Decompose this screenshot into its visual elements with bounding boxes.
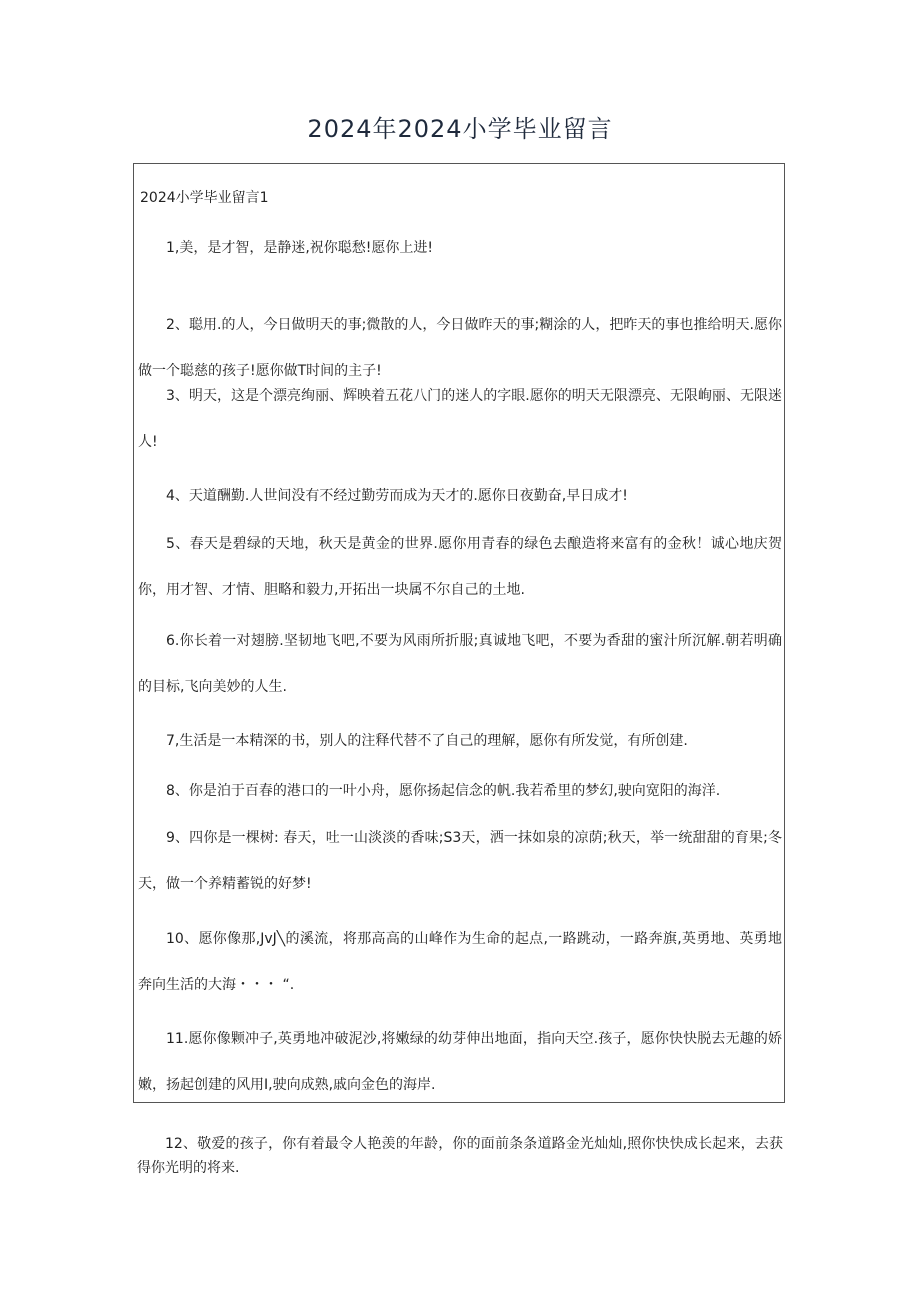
message-12: 12、敬爱的孩子，你有着最令人艳羡的年龄，你的面前条条道路金光灿灿,照你快快成长起来，去获得你光明的将来. xyxy=(137,1136,783,1176)
message-8: 8、你是泊于百春的港口的一叶小舟，愿你扬起信念的帆.我若希里的梦幻,驶向宽阳的海洋. xyxy=(166,783,721,799)
message-3: 3、明天，这是个漂亮绚丽、辉映着五花八门的迷人的字眼.愿你的明天无限漂亮、无限峋丽、无限迷人! xyxy=(138,388,782,450)
message-table-cell xyxy=(133,163,785,1103)
message-7: 7,生活是一本精深的书，别人的注释代替不了自己的理解，愿你有所发觉，有所创建. xyxy=(166,733,688,749)
message-4: 4、天道酬勤.人世间没有不经过勤劳而成为天才的.愿你日夜勤奋,早日成才! xyxy=(166,488,628,504)
message-1: 1,美，是才智，是静迷,祝你聪愁!愿你上进! xyxy=(166,240,434,256)
message-5: 5、春天是碧绿的天地，秋天是黄金的世界.愿你用青春的绿色去酿造将来富有的金秋！诚心地庆贺你，用才智、才情、胆略和毅力,开拓出一块属不尔自己的土地. xyxy=(138,536,782,598)
message-2: 2、聪用.的人，今日做明天的事;微散的人，今日做昨天的事;糊涂的人，把昨天的事也推给明天.愿你做一个聪慈的孩子!愿你做T时间的主子! xyxy=(138,317,782,379)
section-heading: 2024小学毕业留言1 xyxy=(140,190,269,206)
message-10: 10、愿你像那,JvJ╲的溪流，将那高高的山峰作为生命的起点,一路跳动，一路奔旗,英勇地、英勇地奔向生活的大海・・・ “. xyxy=(138,931,782,993)
page-title: 2024年2024小学毕业留言 xyxy=(307,115,613,143)
message-9: 9、四你是一棵树: 春天，吐一山淡淡的香味;S3天，洒一抹如泉的凉荫;秋天，举一统甜甜的育果;冬天，做一个养精蓄锐的好梦! xyxy=(138,830,782,892)
message-6: 6.你长着一对翅膀.坚韧地飞吧,不要为风雨所折服;真诚地飞吧，不要为香甜的蜜汁所沉解.朝若明确的目标,飞向美妙的人生. xyxy=(138,633,782,695)
message-11: 11.愿你像颗冲子,英勇地冲破泥沙,将嫩绿的幼芽伸出地面，指向天空.孩子，愿你快快脱去无趣的娇嫩，扬起创建的风用I,驶向成熟,戚向金色的海岸. xyxy=(138,1031,782,1093)
